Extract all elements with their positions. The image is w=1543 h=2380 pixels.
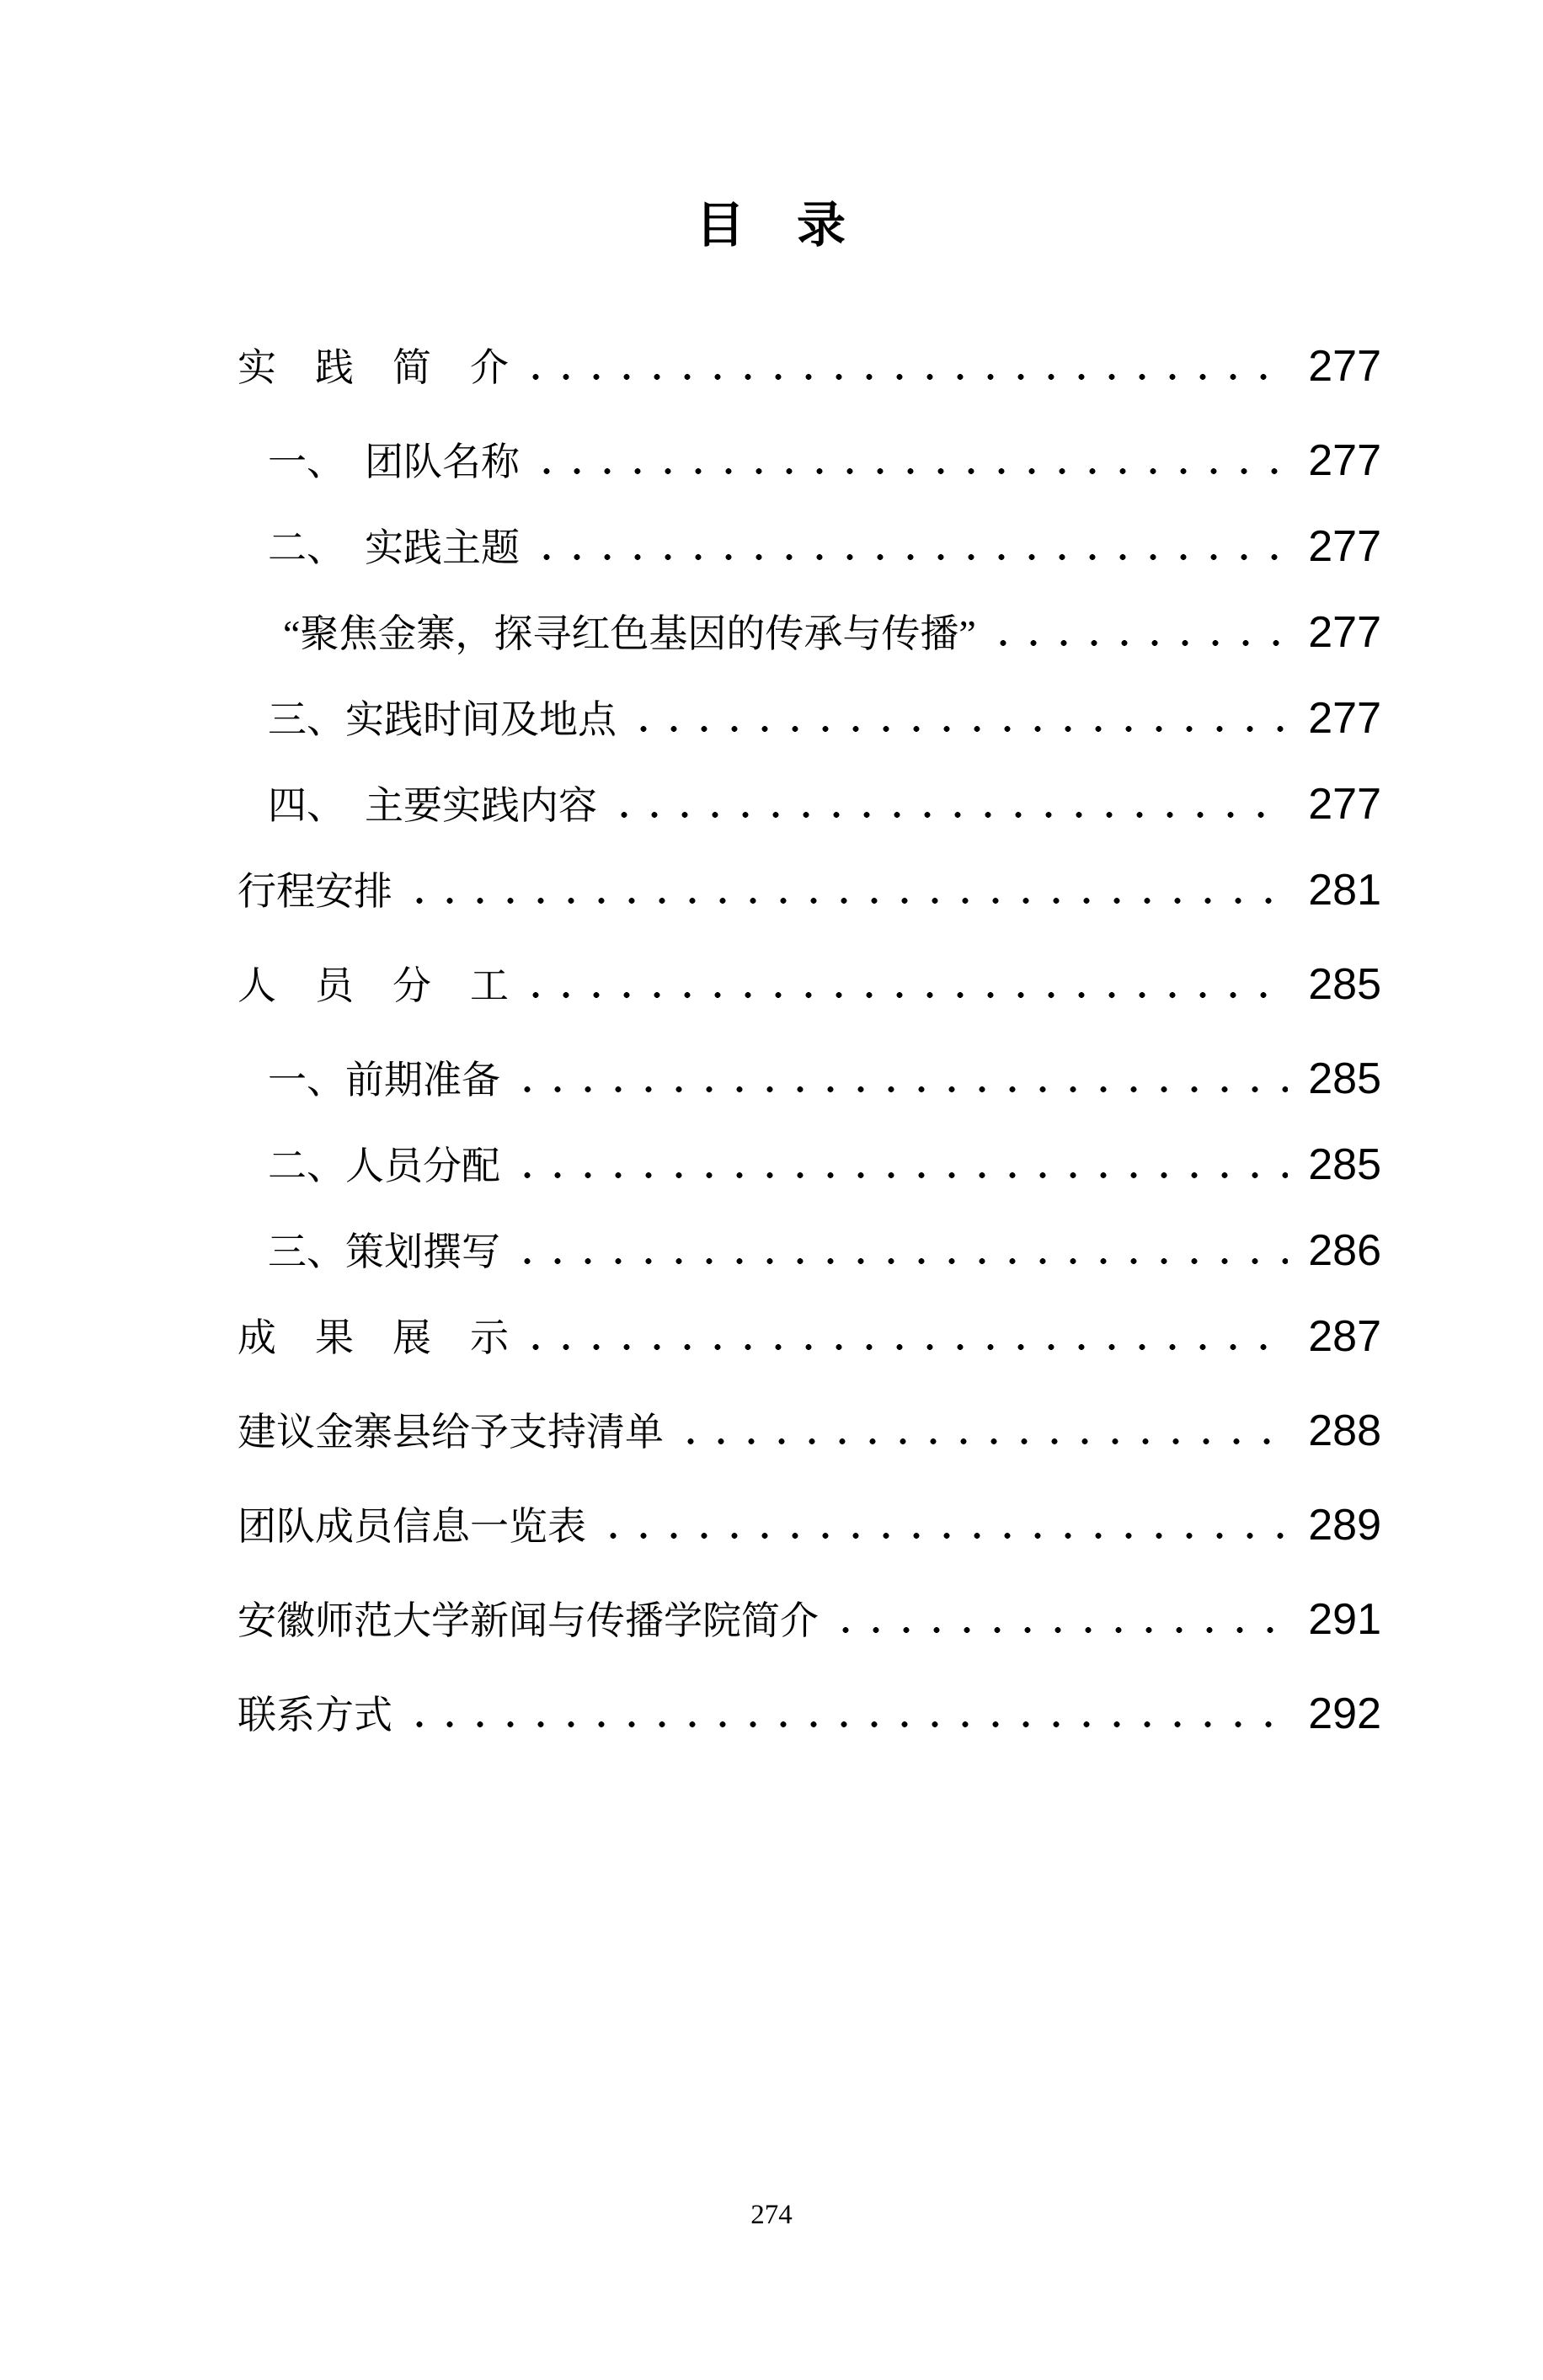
dot-leader [598, 1532, 1288, 1540]
dot-leader [512, 1086, 1288, 1093]
page-title: 目 录 [695, 198, 847, 253]
toc-entry-page-number: 285 [1308, 1054, 1381, 1103]
toc-entry-page-number: 291 [1308, 1595, 1381, 1644]
toc-entry-label: 实 践 简 介 [238, 346, 509, 389]
toc-entry[interactable] [238, 1689, 1381, 1738]
dot-leader [675, 1438, 1288, 1445]
toc-entry[interactable] [283, 608, 1381, 657]
toc-entry-page-number: 285 [1308, 960, 1381, 1009]
toc-entry-label: 团队成员信息一览表 [238, 1505, 586, 1548]
toc-entry-page-number: 277 [1308, 436, 1381, 485]
dot-leader [531, 553, 1288, 561]
toc-entry-label: 三、实践时间及地点 [268, 698, 617, 741]
toc-entry[interactable] [268, 522, 1381, 571]
document-page [0, 197, 1543, 2230]
toc-entry[interactable] [238, 1406, 1381, 1455]
toc-entry-label: 三、策划撰写 [268, 1230, 500, 1273]
toc-entry-page-number: 277 [1308, 522, 1381, 571]
toc-entry[interactable] [268, 1226, 1381, 1275]
toc-entry-page-number: 289 [1308, 1501, 1381, 1550]
toc-entry-page-number: 287 [1308, 1312, 1381, 1361]
toc-entry[interactable] [268, 694, 1381, 743]
toc-entry-page-number: 286 [1308, 1226, 1381, 1275]
toc-entry-label: 成 果 展 示 [238, 1316, 509, 1359]
toc-entry-label: 行程安排 [238, 870, 392, 913]
toc-entry-page-number: 281 [1308, 866, 1381, 915]
dot-leader [830, 1626, 1288, 1634]
toc-entry-label: 四、 主要实践内容 [268, 784, 597, 827]
toc-entry[interactable] [268, 436, 1381, 485]
toc-entry-page-number: 277 [1308, 608, 1381, 657]
dot-leader [521, 991, 1288, 999]
table-of-contents [238, 344, 1381, 1736]
toc-entry[interactable] [238, 866, 1381, 915]
dot-leader [531, 467, 1288, 475]
toc-entry[interactable] [238, 1595, 1381, 1644]
toc-entry[interactable] [238, 342, 1381, 391]
dot-leader [512, 1171, 1288, 1179]
toc-entry-label: 一、前期准备 [268, 1059, 500, 1102]
toc-entry-page-number: 288 [1308, 1406, 1381, 1455]
toc-entry-page-number: 285 [1308, 1140, 1381, 1189]
toc-entry-label: 联系方式 [238, 1694, 392, 1737]
toc-entry[interactable] [268, 1054, 1381, 1103]
dot-leader [609, 811, 1288, 819]
toc-entry-label: 人 员 分 工 [238, 964, 509, 1007]
toc-entry-page-number: 277 [1308, 694, 1381, 743]
toc-entry[interactable] [268, 1140, 1381, 1189]
toc-entry[interactable] [238, 1501, 1381, 1550]
dot-leader [628, 725, 1288, 733]
dot-leader [404, 897, 1288, 905]
dot-leader [988, 639, 1288, 647]
page-number-folio: 274 [750, 2200, 793, 2230]
toc-entry[interactable] [238, 960, 1381, 1009]
dot-leader [404, 1721, 1288, 1728]
toc-entry-label: 二、人员分配 [268, 1145, 500, 1187]
toc-entry-label: 安徽师范大学新闻与传播学院简介 [238, 1599, 819, 1642]
toc-entry-label: 二、 实践主题 [268, 526, 520, 569]
dot-leader [512, 1257, 1288, 1265]
toc-entry[interactable] [268, 780, 1381, 829]
toc-entry-label: 一、 团队名称 [268, 440, 520, 483]
toc-entry[interactable] [238, 1312, 1381, 1361]
dot-leader [521, 1343, 1288, 1351]
toc-entry-page-number: 277 [1308, 780, 1381, 829]
dot-leader [521, 373, 1288, 381]
toc-entry-label: 建议金寨县给予支持清单 [238, 1411, 664, 1454]
toc-entry-page-number: 292 [1308, 1689, 1381, 1738]
toc-entry-label: “聚焦金寨，探寻红色基因的传承与传播” [283, 612, 976, 655]
toc-entry-page-number: 277 [1308, 342, 1381, 391]
